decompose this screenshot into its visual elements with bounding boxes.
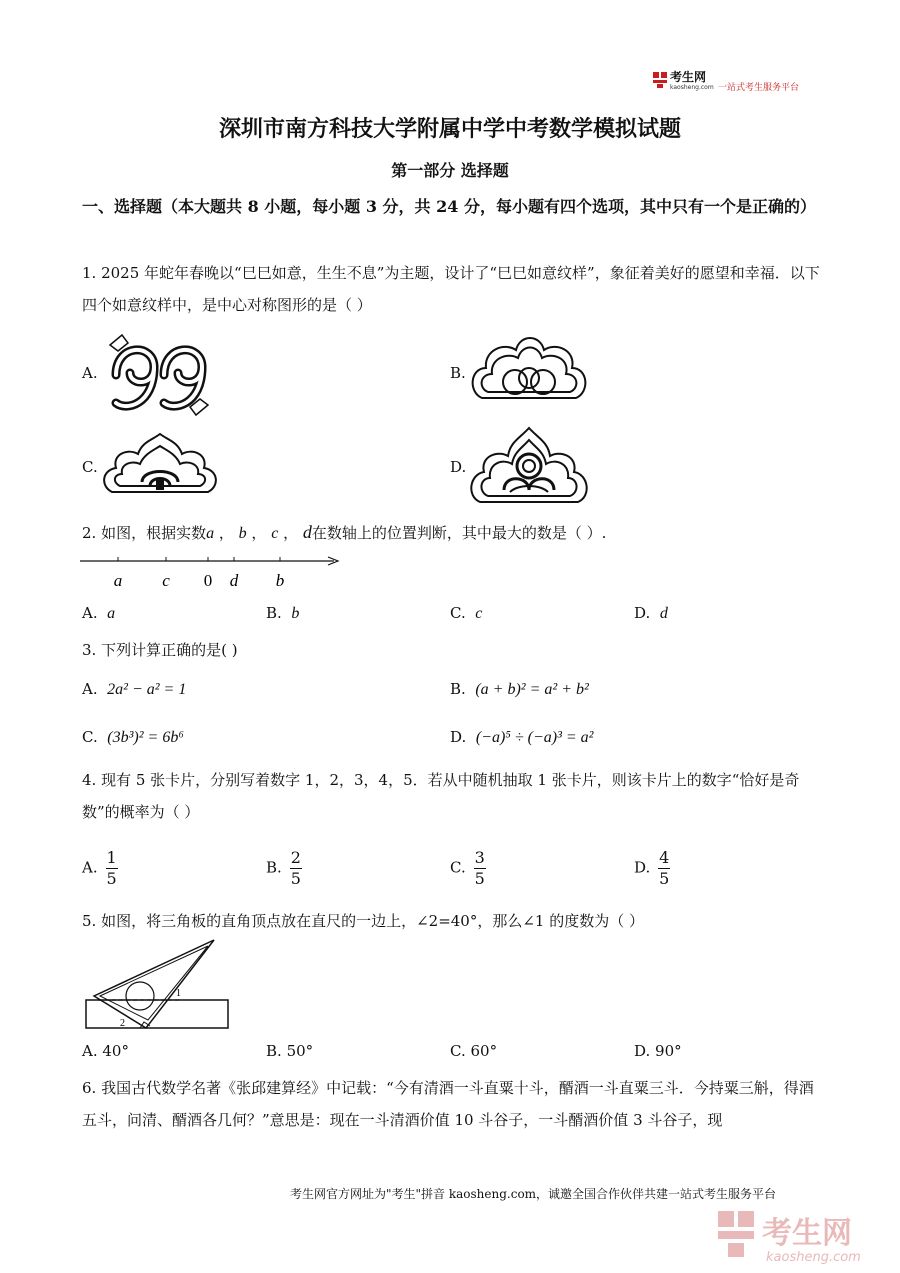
logo-name: 考生网 bbox=[670, 70, 707, 84]
logo-url: kaosheng.com bbox=[670, 84, 714, 91]
q2-option-c: C. c bbox=[450, 604, 483, 622]
number-line bbox=[80, 548, 342, 592]
triangle-ruler-figure bbox=[84, 938, 234, 1032]
q2-var-a: a bbox=[206, 525, 215, 542]
page-title: 深圳市南方科技大学附属中学中考数学模拟试题 bbox=[218, 116, 681, 142]
q2-text-start: 2. 如图，根据实数 bbox=[82, 524, 207, 542]
question-5-text: 5. 如图，将三角板的直角顶点放在直尺的一边上，∠2=40°，那么∠1 的度数为（ ） bbox=[82, 912, 644, 930]
watermark-name: 考生网 bbox=[762, 1216, 852, 1251]
q5-option-c: C. 60° bbox=[450, 1042, 498, 1060]
q2-var-d: d bbox=[302, 522, 312, 542]
question-1-text: 1. 2025 年蛇年春晚以“巳巳如意，生生不息”为主题，设计了“巳巳如意纹样”，象征着美好的愿望和幸福．以下四个如意纹样中，是中心对称图形的是（ ） bbox=[82, 264, 820, 314]
q1-option-a-label: A. bbox=[82, 364, 98, 382]
q1-option-c-label: C. bbox=[82, 458, 98, 476]
q1-option-d-label: D. bbox=[450, 458, 467, 476]
axis-label-a: a bbox=[113, 571, 123, 590]
q1-option-b-pattern-icon bbox=[470, 332, 588, 410]
question-3-text: 3. 下列计算正确的是( ) bbox=[82, 641, 238, 659]
q4-option-c: C. $\frac{3}{5}$ bbox=[450, 848, 485, 888]
angle-1-label: 1 bbox=[176, 988, 181, 999]
axis-label-d: d bbox=[229, 571, 239, 590]
question-6-text: 6. 我国古代数学名著《张邱建算经》中记载：“今有清酒一斗直粟十斗，醑酒一斗直粟三斗．今持粟三斛，得酒五斗，问清、醑酒各几何？”意思是：现在一斗清酒价值 10 斗谷子，一斗醑酒价值 3 斗谷子，现 bbox=[82, 1079, 814, 1129]
q4-option-b: B. $\frac{2}{5}$ bbox=[266, 848, 301, 888]
q3-option-d: D. (−a)⁵ ÷ (−a)³ = a² bbox=[450, 728, 594, 746]
q2-var-b: b bbox=[238, 525, 247, 542]
q4-option-d: D. $\frac{4}{5}$ bbox=[634, 848, 670, 888]
q5-option-d: D. 90° bbox=[634, 1042, 682, 1060]
axis-label-c: c bbox=[162, 571, 170, 590]
footer-note: 考生网官方网址为"考生"拼音 kaosheng.com，诚邀全国合作伙伴共建一站式考生服务平台 bbox=[290, 1187, 777, 1201]
q2-option-b: B. b bbox=[266, 604, 300, 622]
page-subtitle: 第一部分 选择题 bbox=[391, 161, 509, 180]
q1-option-a-pattern-icon bbox=[108, 333, 210, 417]
q3-option-c: C. (3b³)² = 6b⁶ bbox=[82, 728, 184, 746]
angle-2-label: 2 bbox=[120, 1018, 125, 1029]
axis-label-b: b bbox=[275, 571, 285, 590]
watermark-logo bbox=[716, 1205, 886, 1265]
q3-option-a: A. 2a² − a² = 1 bbox=[82, 680, 187, 698]
q2-var-c: c bbox=[271, 525, 279, 542]
q2-option-a: A. a bbox=[82, 604, 116, 622]
q5-option-a: A. 40° bbox=[82, 1042, 129, 1060]
q4-option-a: A. $\frac{1}{5}$ bbox=[82, 848, 117, 888]
kaosheng-logo-icon bbox=[653, 72, 667, 88]
q1-option-d-pattern-icon bbox=[470, 424, 588, 514]
q5-option-b: B. 50° bbox=[266, 1042, 314, 1060]
axis-label-zero: 0 bbox=[203, 571, 213, 590]
q2-text-end: 在数轴上的位置判断，其中最大的数是（ ）. bbox=[311, 524, 607, 542]
question-4-text: 4. 现有 5 张卡片，分别写着数字 1，2，3，4，5．若从中随机抽取 1 张卡片，则该卡片上的数字“恰好是奇数”的概率为（ ） bbox=[82, 771, 800, 821]
q1-option-c-pattern-icon bbox=[102, 430, 218, 506]
watermark-url: kaosheng.com bbox=[766, 1250, 861, 1265]
logo-slogan: 一站式考生服务平台 bbox=[718, 83, 800, 93]
section-heading: 一、选择题（本大题共 8 小题，每小题 3 分，共 24 分，每小题有四个选项，其中只有一个是正确的） bbox=[82, 197, 816, 216]
question-2-text: 2. 如图，根据实数a ， b ， c ， d在数轴上的位置判断，其中最大的数是（ ）. bbox=[82, 522, 607, 542]
q2-option-d: D. d bbox=[634, 604, 668, 622]
q1-option-b-label: B. bbox=[450, 364, 466, 382]
q3-option-b: B. (a + b)² = a² + b² bbox=[450, 680, 589, 698]
